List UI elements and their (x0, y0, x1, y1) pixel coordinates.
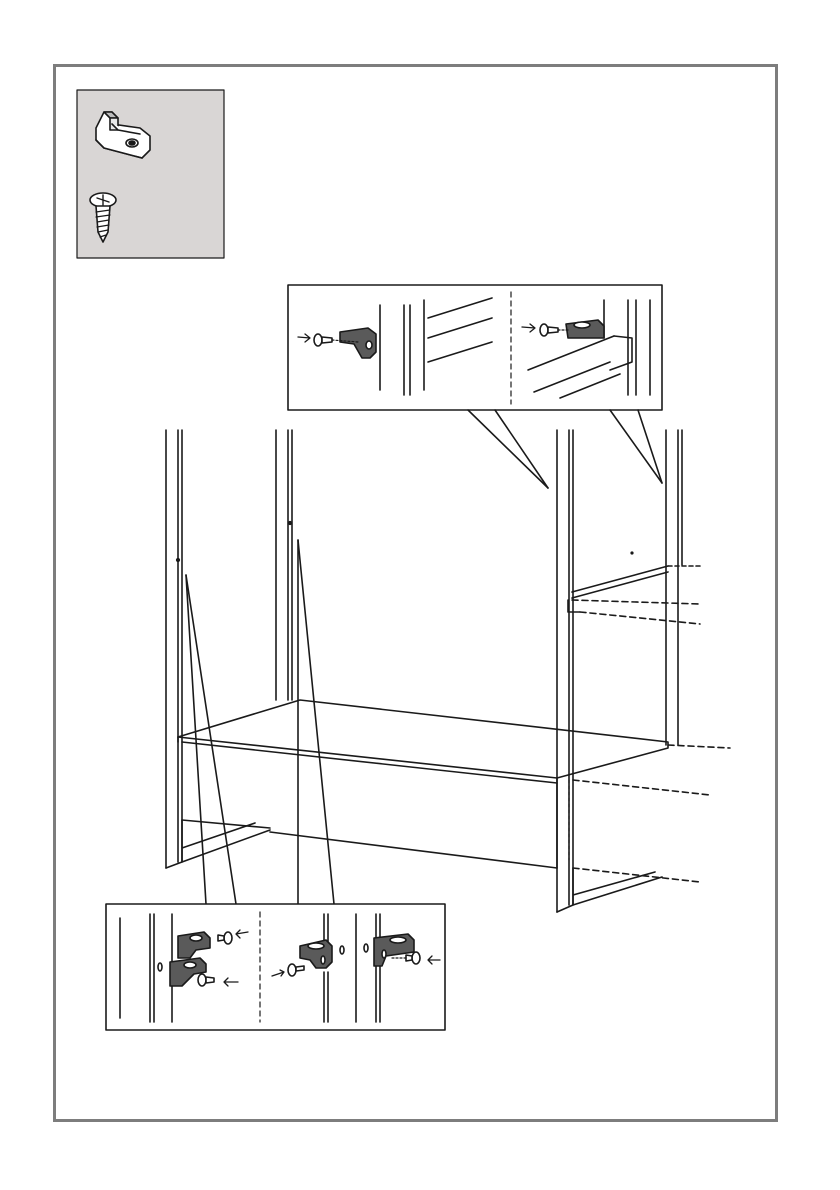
right-post (557, 430, 573, 912)
angle-bracket-icon (566, 320, 604, 338)
wardrobe-frame (166, 430, 730, 912)
upper-rail (568, 552, 700, 624)
left-front-post (276, 430, 292, 700)
far-right-post (666, 430, 682, 745)
left-rear-post (166, 430, 182, 868)
parts-panel (77, 90, 224, 258)
top-detail-callout (288, 285, 662, 488)
bottom-shelf (178, 700, 730, 868)
